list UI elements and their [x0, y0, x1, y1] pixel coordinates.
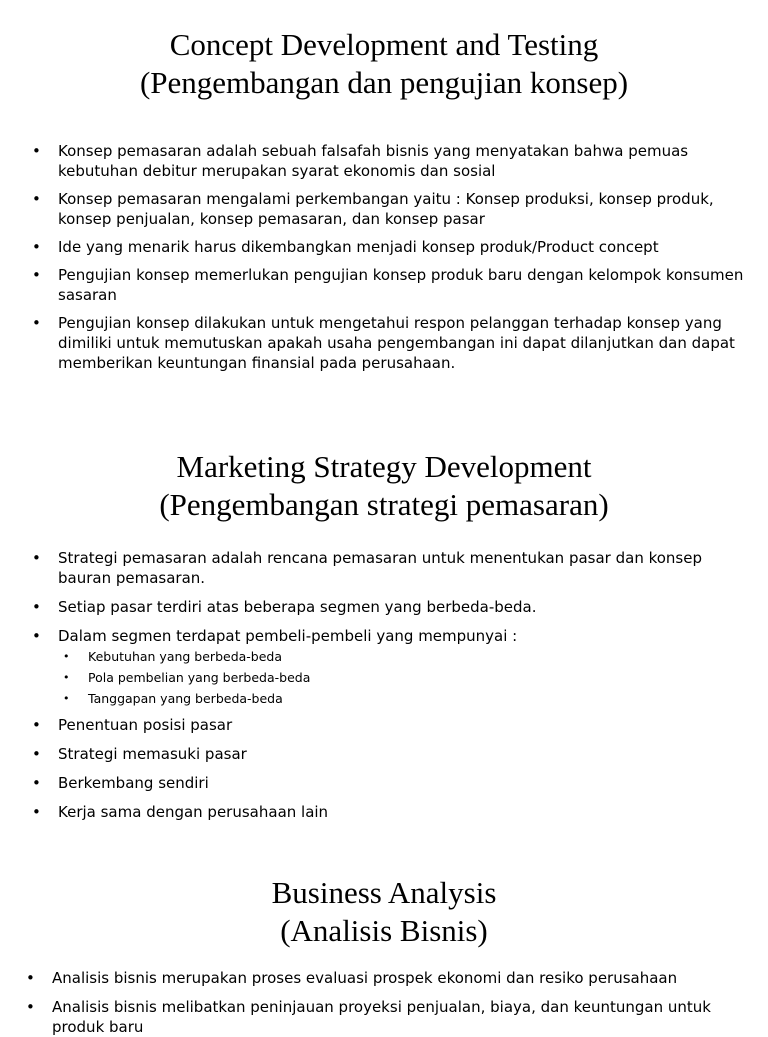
- title-line-1: Marketing Strategy Development: [176, 449, 592, 484]
- list-item: [32, 626, 744, 709]
- list-item: • Strategi pemasaran adalah rencana pemasaran untuk menentukan pasar dan konsep bauran pemasaran.: [32, 548, 744, 588]
- sub-list-item: • Pola pembelian yang berbeda-beda: [58, 667, 744, 688]
- title-line-1: Business Analysis: [271, 875, 497, 910]
- list-item: • Analisis bisnis melibatkan peninjauan proyeksi penjualan, biaya, dan keuntungan untuk produk baru: [26, 997, 744, 1037]
- title-line-2: (Pengembangan dan pengujian konsep): [139, 65, 629, 100]
- section-title-marketing-strategy: [0, 448, 768, 524]
- list-item: • Berkembang sendiri: [32, 773, 744, 793]
- title-line-2: (Analisis Bisnis): [280, 913, 488, 948]
- section-title-business-analysis: [0, 874, 768, 950]
- list-item: • Ide yang menarik harus dikembangkan menjadi konsep produk/Product concept: [32, 237, 744, 257]
- sub-bullet-list: [58, 646, 744, 709]
- bullet-list-business: [26, 968, 744, 1037]
- list-item: • Pengujian konsep memerlukan pengujian konsep produk baru dengan kelompok konsumen sasaran: [32, 265, 744, 305]
- list-item-text: Dalam segmen terdapat pembeli-pembeli yang mempunyai :: [58, 627, 518, 645]
- list-item: • Konsep pemasaran adalah sebuah falsafah bisnis yang menyatakan bahwa pemuas kebutuhan debitur merupakan syarat ekonomis dan sosial: [32, 141, 744, 181]
- sub-list-item: • Tanggapan yang berbeda-beda: [58, 688, 744, 709]
- section-title-concept-development: [0, 26, 768, 102]
- list-item: • Pengujian konsep dilakukan untuk mengetahui respon pelanggan terhadap konsep yang dimiliki untuk memutuskan apakah usaha pengembangan ini dapat dilanjutkan dan dapat memberikan keuntungan finansial pada perusahaan.: [32, 313, 744, 373]
- bullet-list-marketing: [32, 548, 744, 822]
- list-item: • Konsep pemasaran mengalami perkembangan yaitu : Konsep produksi, konsep produk, konsep penjualan, konsep pemasaran, dan konsep pasar: [32, 189, 744, 229]
- title-line-2: (Pengembangan strategi pemasaran): [159, 487, 609, 522]
- bullet-list-concept: [32, 141, 744, 373]
- list-item: • Kerja sama dengan perusahaan lain: [32, 802, 744, 822]
- list-item: • Penentuan posisi pasar: [32, 715, 744, 735]
- list-item: • Strategi memasuki pasar: [32, 744, 744, 764]
- title-line-1: Concept Development and Testing: [169, 27, 599, 62]
- sub-list-item: • Kebutuhan yang berbeda-beda: [58, 646, 744, 667]
- list-item: • Analisis bisnis merupakan proses evaluasi prospek ekonomi dan resiko perusahaan: [26, 968, 744, 988]
- list-item: • Setiap pasar terdiri atas beberapa segmen yang berbeda-beda.: [32, 597, 744, 617]
